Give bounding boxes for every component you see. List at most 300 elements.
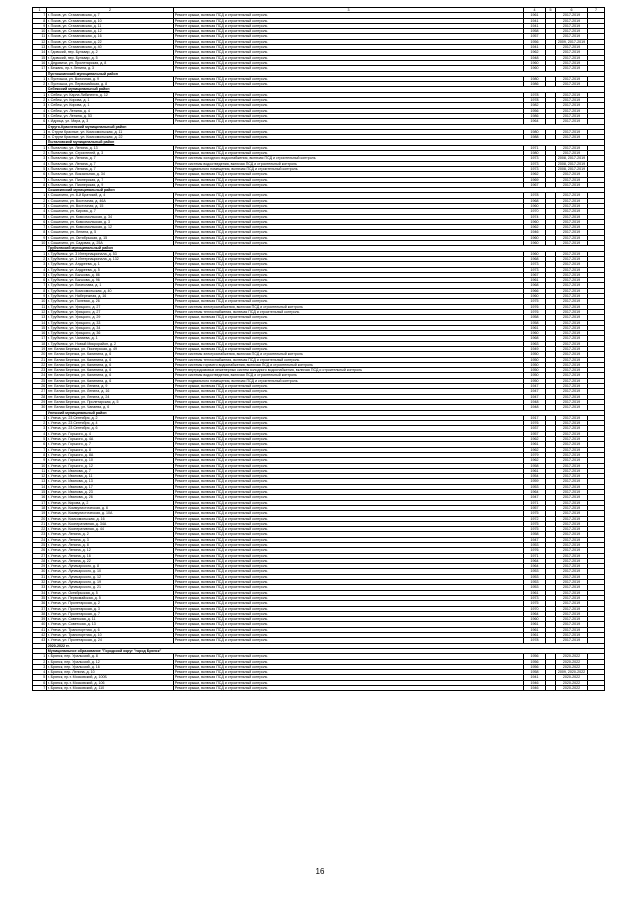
address-cell: г. Унеча, ул. Горького, д. 4А bbox=[47, 437, 174, 442]
row-number: 4 bbox=[33, 267, 47, 272]
work-type-cell: Ремонт крыши, включая ПСД и строительный контроль bbox=[174, 45, 524, 50]
row-number: 14 bbox=[33, 50, 47, 55]
repair-period-cell: 2017-2019 bbox=[556, 415, 588, 420]
address-cell: г. Брянск, пр-т. Московский, д. 110 bbox=[47, 686, 174, 691]
year-built-cell: 1953 bbox=[524, 574, 546, 579]
repair-period-cell: 2017-2019 bbox=[556, 66, 588, 71]
repair-period-cell: 2017-2019 bbox=[556, 516, 588, 521]
repair-period-cell: 2017-2019 bbox=[556, 309, 588, 314]
repair-period-cell: 2017-2019 bbox=[556, 18, 588, 23]
row-number: 36 bbox=[33, 601, 47, 606]
row-number: 26 bbox=[33, 384, 47, 389]
work-type-cell: Ремонт крыши, включая ПСД и строительный контроль bbox=[174, 151, 524, 156]
address-cell: г. Унеча, ул. Луначарского, д. 8 bbox=[47, 564, 174, 569]
repair-period-cell: 2017-2019 bbox=[556, 595, 588, 600]
year-built-cell: 1958 bbox=[524, 320, 546, 325]
address-cell: г. Унеча, ул. Ленина, д. 8 bbox=[47, 542, 174, 547]
repair-period-cell: 2017-2019 bbox=[556, 119, 588, 124]
repair-period-cell: 2017-2019 bbox=[556, 341, 588, 346]
repair-period-cell: 2017-2019 bbox=[556, 389, 588, 394]
work-type-cell: Ремонт крыши, включая ПСД и строительный контроль bbox=[174, 664, 524, 669]
address-cell: г. Унеча, ул. Кирова, д. 2 bbox=[47, 500, 174, 505]
year-built-cell: 1960 bbox=[524, 235, 546, 240]
year-built-cell: 1968 bbox=[524, 283, 546, 288]
address-cell: г. Трубчевск, ул. Комсомольская, д. 40 bbox=[47, 288, 174, 293]
row-number: 40 bbox=[33, 622, 47, 627]
repair-period-cell: 2017-2019 bbox=[556, 331, 588, 336]
row-number: 34 bbox=[33, 590, 47, 595]
address-cell: г. Брянск, пер. Уральский, д. 8 bbox=[47, 654, 174, 659]
repair-period-cell: 2009, 2020-2022 bbox=[556, 670, 588, 675]
repair-period-cell: 2017-2019 bbox=[556, 262, 588, 267]
section-title: Струго-Красненский муниципальный район bbox=[47, 124, 605, 129]
row-number: 22 bbox=[33, 362, 47, 367]
repair-period-cell: 2017-2019 bbox=[556, 431, 588, 436]
address-cell: г. Брянск, пер. Ленина, д. 10 bbox=[47, 670, 174, 675]
year-built-cell: 1953 bbox=[524, 569, 546, 574]
repair-period-cell: 2017-2019 bbox=[556, 458, 588, 463]
work-type-cell: Ремонт крыши, включая ПСД и строительный контроль bbox=[174, 627, 524, 632]
year-built-cell: 1961 bbox=[524, 468, 546, 473]
work-type-cell: Ремонт крыши, включая ПСД и строительный контроль bbox=[174, 590, 524, 595]
row-number: 8 bbox=[33, 182, 47, 187]
repair-period-cell: 2017-2019 bbox=[556, 373, 588, 378]
repair-period-cell: 2017-2019 bbox=[556, 82, 588, 87]
row-number: 37 bbox=[33, 606, 47, 611]
year-built-cell: 1941 bbox=[524, 675, 546, 680]
repair-period-cell: 2017-2019 bbox=[556, 421, 588, 426]
row-number: 20 bbox=[33, 352, 47, 357]
repair-period-cell: 2017-2019 bbox=[556, 45, 588, 50]
repair-period-cell: 2017-2019 bbox=[556, 267, 588, 272]
repair-period-cell: 2017-2019 bbox=[556, 405, 588, 410]
year-built-cell: 1964 bbox=[524, 611, 546, 616]
address-cell: г. Трубчевск, ул. Бычкова, д. 86 bbox=[47, 272, 174, 277]
address-cell: пгт. Белая Березка, ул. Калинина, д. 6 bbox=[47, 357, 174, 362]
row-number: 8 bbox=[33, 230, 47, 235]
repair-period-cell: 2017-2019 bbox=[556, 304, 588, 309]
table-body bbox=[33, 8, 605, 691]
repair-period-cell: 2017-2019 bbox=[556, 601, 588, 606]
repair-period-cell: 2017-2019 bbox=[556, 92, 588, 97]
row-number: 4 bbox=[33, 431, 47, 436]
address-cell: г. Пустошка, ул. Первомайская, д. 8 bbox=[47, 82, 174, 87]
row-number: 6 bbox=[33, 442, 47, 447]
repair-period-cell: 2017-2019 bbox=[556, 553, 588, 558]
address-cell: г. Трубчевск, ул. Урицкого, д. 34 bbox=[47, 325, 174, 330]
year-built-cell: 1978 bbox=[524, 193, 546, 198]
address-cell: г. Унеча, ул. Комсомольская, д. 16 bbox=[47, 516, 174, 521]
address-cell: пгт. Белая Березка, ул. Калинина, д. 6 bbox=[47, 378, 174, 383]
work-type-cell: Ремонт крыши, включая ПСД и строительный контроль bbox=[174, 458, 524, 463]
year-built-cell: 1960 bbox=[524, 331, 546, 336]
row-number: 16 bbox=[33, 495, 47, 500]
repair-period-cell: 2017-2019 bbox=[556, 320, 588, 325]
year-built-cell: 1957 bbox=[524, 505, 546, 510]
work-type-cell: Ремонт крыши, включая ПСД и строительный контроль bbox=[174, 278, 524, 283]
address-cell: пгт. Белая Березка, ул. Калинина, д. 6 bbox=[47, 373, 174, 378]
repair-period-cell: 2017-2019 bbox=[556, 378, 588, 383]
address-cell: г. Трубчевск, ул. Урицкого, д. 33 bbox=[47, 320, 174, 325]
row-number: 11 bbox=[33, 468, 47, 473]
work-type-cell: Ремонт крыши, включая ПСД и строительный контроль bbox=[174, 182, 524, 187]
row-number: 5 bbox=[33, 166, 47, 171]
repair-period-cell: 2017-2019 bbox=[556, 368, 588, 373]
repair-period-cell: 2017-2019 bbox=[556, 113, 588, 118]
row-number: 21 bbox=[33, 521, 47, 526]
year-built-cell: 1976 bbox=[524, 548, 546, 553]
section-title: Пыталовский муниципальный район bbox=[47, 140, 605, 145]
work-type-cell: Ремонт крыши, включая ПСД и строительный контроль bbox=[174, 659, 524, 664]
address-cell: г. Трубчевск, ул. Урицкого, д. 36 bbox=[47, 331, 174, 336]
row-number: 28 bbox=[33, 558, 47, 563]
work-type-cell: Ремонт крыши, включая ПСД и строительный контроль bbox=[174, 50, 524, 55]
row-number: 35 bbox=[33, 595, 47, 600]
address-cell: г. Пыталово, ул. Ленина, д. 7 bbox=[47, 161, 174, 166]
work-type-cell: Ремонт крыши, включая ПСД и строительный контроль bbox=[174, 198, 524, 203]
repair-period-cell: 2017-2019 bbox=[556, 574, 588, 579]
row-number: 7 bbox=[33, 447, 47, 452]
work-type-cell: Ремонт крыши, включая ПСД и строительный контроль bbox=[174, 431, 524, 436]
year-built-cell: 1971 bbox=[524, 553, 546, 558]
row-number: 20 bbox=[33, 516, 47, 521]
column-header: 1 bbox=[33, 8, 47, 13]
address-cell: г. Псков, ул. Стахановская, д. 16 bbox=[47, 34, 174, 39]
row-number: 41 bbox=[33, 627, 47, 632]
year-built-cell: 1979 bbox=[524, 452, 546, 457]
work-type-cell: Ремонт крыши, включая ПСД и строительный контроль bbox=[174, 463, 524, 468]
year-built-cell: 1964 bbox=[524, 490, 546, 495]
work-type-cell: Ремонт крыши, включая ПСД и строительный контроль bbox=[174, 82, 524, 87]
address-cell: г. Пыталово, ул. Вокзальная, д. 34 bbox=[47, 172, 174, 177]
row-number: 4 bbox=[33, 670, 47, 675]
work-type-cell: Ремонт крыши, включая ПСД и строительный контроль bbox=[174, 564, 524, 569]
repair-period-cell: 2017-2019 bbox=[556, 283, 588, 288]
address-cell: пгт. Белая Березка, ул. Ленина, д. 16 bbox=[47, 389, 174, 394]
row-number: 9 bbox=[33, 458, 47, 463]
address-cell: г. Трубчевск, ул. Урицкого, д. 27 bbox=[47, 304, 174, 309]
address-cell: г. Бежань, пр-т. Ленина, д. 3 bbox=[47, 66, 174, 71]
year-built-cell: 1960 bbox=[524, 203, 546, 208]
row-number: 5 bbox=[33, 437, 47, 442]
row-number: 15 bbox=[33, 55, 47, 60]
repair-period-cell: 2020-2022 bbox=[556, 675, 588, 680]
repair-period-cell: 2017-2019 bbox=[556, 193, 588, 198]
address-cell: г. Унеча, ул. Иванова, д. 23 bbox=[47, 490, 174, 495]
section-title: Унечский муниципальный район bbox=[47, 410, 605, 415]
row-number: 11 bbox=[33, 34, 47, 39]
row-number: 2 bbox=[33, 151, 47, 156]
repair-period-cell: 2017-2019 bbox=[556, 527, 588, 532]
capital-repair-table bbox=[32, 7, 605, 691]
row-number: 19 bbox=[33, 511, 47, 516]
repair-period-cell: 2017-2019 bbox=[556, 437, 588, 442]
address-cell: г. Унеча, ул. Горького, д. 7 bbox=[47, 442, 174, 447]
year-built-cell: 1976 bbox=[524, 421, 546, 426]
work-type-cell: Ремонт крыши, включая ПСД и строительный контроль bbox=[174, 60, 524, 65]
work-type-cell: Ремонт крыши, включая ПСД и строительный контроль bbox=[174, 585, 524, 590]
year-built-cell: 1980 bbox=[524, 151, 546, 156]
row-number: 10 bbox=[33, 299, 47, 304]
work-type-cell: Ремонт крыши, включая ПСД и строительный контроль bbox=[174, 680, 524, 685]
row-number: 17 bbox=[33, 66, 47, 71]
work-type-cell: Ремонт крыши, включая ПСД и строительный контроль bbox=[174, 574, 524, 579]
year-built-cell: 1963 bbox=[524, 341, 546, 346]
repair-period-cell: 2017-2019 bbox=[556, 241, 588, 246]
address-cell: г. Унеча, ул. Ленина, д. 16 bbox=[47, 553, 174, 558]
year-built-cell: 1941 bbox=[524, 45, 546, 50]
repair-period-cell: 2017-2019 bbox=[556, 182, 588, 187]
work-type-cell: Ремонт крыши, включая ПСД и строительный контроль bbox=[174, 394, 524, 399]
address-cell: г. Сошихино, ул. Комсомольская, д. 34 bbox=[47, 214, 174, 219]
address-cell: г. Сошихино, ул. 8-й Братский, д. 4 bbox=[47, 193, 174, 198]
repair-period-cell: 2017-2019 bbox=[556, 622, 588, 627]
work-type-cell: Ремонт крыши, включая ПСД и строительный контроль bbox=[174, 442, 524, 447]
year-built-cell: 1956 bbox=[524, 664, 546, 669]
work-type-cell: Ремонт крыши, включая ПСД и строительный контроль bbox=[174, 108, 524, 113]
address-cell: г. Брянск, пер. Уральский, д. 16 bbox=[47, 664, 174, 669]
address-cell: г. Унеча, ул. Горького, д. 8 bbox=[47, 447, 174, 452]
repair-period-cell: 2017-2019 bbox=[556, 145, 588, 150]
year-built-cell: 1961 bbox=[524, 590, 546, 595]
year-built-cell: 1980 bbox=[524, 76, 546, 81]
repair-period-cell: 2017-2019 bbox=[556, 225, 588, 230]
work-type-cell: Ремонт крыши, включая ПСД и строительный контроль bbox=[174, 452, 524, 457]
work-type-cell: Ремонт крыши, включая ПСД и строительный контроль bbox=[174, 283, 524, 288]
row-number: 12 bbox=[33, 39, 47, 44]
year-built-cell: 1975 bbox=[524, 299, 546, 304]
repair-period-cell: 2017-2019 bbox=[556, 426, 588, 431]
repair-period-cell: 2020-2022 bbox=[556, 680, 588, 685]
row-number: 30 bbox=[33, 569, 47, 574]
row-number: 10 bbox=[33, 29, 47, 34]
address-cell: г. Трубчевск, ул. 3 Интернационала, д. 53 bbox=[47, 251, 174, 256]
work-type-cell: Ремонт крыши, включая ПСД и строительный контроль bbox=[174, 119, 524, 124]
row-number: 1 bbox=[33, 654, 47, 659]
year-built-cell: 1976 bbox=[524, 304, 546, 309]
row-number: 14 bbox=[33, 484, 47, 489]
repair-period-cell: 2017-2019 bbox=[556, 468, 588, 473]
address-cell: г. Пыталово, ул. Пионерская, д. 7 bbox=[47, 177, 174, 182]
section-title: Пустошкинский муниципальный район bbox=[47, 71, 605, 76]
repair-period-cell: 2017-2019 bbox=[556, 564, 588, 569]
row-number: 5 bbox=[33, 675, 47, 680]
row-number: 33 bbox=[33, 585, 47, 590]
address-cell: г. Псков, ул. Стахановская, д. 22 bbox=[47, 39, 174, 44]
work-type-cell: Ремонт крыши, включая ПСД и строительный контроль bbox=[174, 415, 524, 420]
row-number: 7 bbox=[33, 225, 47, 230]
address-cell: г. Себеж, ул. Карла Либкнехта, д. 12 bbox=[47, 92, 174, 97]
year-built-cell: 1954 bbox=[524, 474, 546, 479]
year-built-cell: 1961 bbox=[524, 633, 546, 638]
repair-period-cell: 2017-2019 bbox=[556, 60, 588, 65]
year-built-cell: 1978 bbox=[524, 638, 546, 643]
repair-period-cell: 2017-2019 bbox=[556, 198, 588, 203]
row-number: 7 bbox=[33, 177, 47, 182]
address-cell: пгт. Белая Березка, ул. Калинина, д. 6 bbox=[47, 368, 174, 373]
repair-period-cell: 2017-2019 bbox=[556, 172, 588, 177]
repair-period-cell: 2017-2019 bbox=[556, 214, 588, 219]
address-cell: г. Псков, ул. Стахановская, д. 40 bbox=[47, 45, 174, 50]
section-title: Сошихинский муниципальный район bbox=[47, 188, 605, 193]
repair-period-cell: 2008, 2017-2019 bbox=[556, 161, 588, 166]
address-cell: г. Гдовский, пер. Бульвар, д. 5 bbox=[47, 55, 174, 60]
row-number: 8 bbox=[33, 18, 47, 23]
row-number: 13 bbox=[33, 45, 47, 50]
row-number: 16 bbox=[33, 60, 47, 65]
year-built-cell: 1975 bbox=[524, 527, 546, 532]
year-built-cell: 1966 bbox=[524, 288, 546, 293]
address-cell: г. Унеча, ул. Луначарского, д. 19 bbox=[47, 580, 174, 585]
year-built-cell: 1958 bbox=[524, 532, 546, 537]
address-cell: г. Сошихино, ул. Кирова, д. 7 bbox=[47, 209, 174, 214]
address-cell: г. Унеча, ул. Советская, д. 11 bbox=[47, 617, 174, 622]
repair-period-cell: 2017-2019 bbox=[556, 542, 588, 547]
row-number: 16 bbox=[33, 331, 47, 336]
address-cell: г. Трубчевск, ул. 3 Интернационала, д. 132 bbox=[47, 256, 174, 261]
work-type-cell: Ремонт крыши, включая ПСД и строительный контроль bbox=[174, 511, 524, 516]
work-type-cell: Ремонт крыши, включая ПСД и строительный контроль bbox=[174, 341, 524, 346]
work-type-cell: Ремонт крыши, включая ПСД и строительный контроль bbox=[174, 193, 524, 198]
row-number: 30 bbox=[33, 405, 47, 410]
work-type-cell: Ремонт крыши, включая ПСД и строительный контроль bbox=[174, 437, 524, 442]
address-cell: г. Псков, ул. Стахановская, д. 10 bbox=[47, 18, 174, 23]
year-built-cell: 1961 bbox=[524, 278, 546, 283]
row-number: 7 bbox=[33, 13, 47, 18]
repair-period-cell: 2017-2019 bbox=[556, 537, 588, 542]
row-number: 31 bbox=[33, 574, 47, 579]
document-table-container bbox=[32, 7, 604, 691]
year-built-cell: 1962 bbox=[524, 172, 546, 177]
address-cell: г. Унеча, ул. Горького, д. 4 bbox=[47, 431, 174, 436]
work-type-cell: Ремонт крыши, включая ПСД и строительный контроль bbox=[174, 113, 524, 118]
row-number: 3 bbox=[33, 203, 47, 208]
work-type-cell: Ремонт крыши, включая ПСД и строительный контроль bbox=[174, 145, 524, 150]
work-type-cell: Ремонт крыши, включая ПСД и строительный контроль bbox=[174, 177, 524, 182]
year-built-cell: 1953 bbox=[524, 484, 546, 489]
repair-period-cell: 2017-2019 bbox=[556, 511, 588, 516]
row-number: 39 bbox=[33, 617, 47, 622]
repair-period-cell: 2017-2019 bbox=[556, 347, 588, 352]
year-built-cell: 1953 bbox=[524, 542, 546, 547]
address-cell: г. Брянск, пер. Уральский, д. 12 bbox=[47, 659, 174, 664]
row-number: 5 bbox=[33, 214, 47, 219]
address-cell: пгт. Белая Березка, ул. Калинина, д. 6 bbox=[47, 362, 174, 367]
work-type-cell: Ремонт крыши, включая ПСД и строительный контроль bbox=[174, 474, 524, 479]
work-type-cell: Ремонт крыши, включая ПСД и строительный контроль bbox=[174, 225, 524, 230]
work-type-cell: Ремонт подвального помещения, включая ПСД и строительный контроль bbox=[174, 378, 524, 383]
year-built-cell: 1949 bbox=[524, 347, 546, 352]
work-type-cell: Ремонт крыши, включая ПСД и строительный контроль bbox=[174, 336, 524, 341]
year-built-cell: 1973 bbox=[524, 166, 546, 171]
address-cell: пгт. Белая Березка, ул. Калинина, д. 6 bbox=[47, 352, 174, 357]
row-number: 8 bbox=[33, 452, 47, 457]
row-number: 21 bbox=[33, 357, 47, 362]
work-type-cell: Ремонт крыши, включая ПСД и строительный контроль bbox=[174, 500, 524, 505]
repair-period-cell: 2017-2019 bbox=[556, 294, 588, 299]
year-built-cell: 1974 bbox=[524, 214, 546, 219]
year-built-cell: 1946 bbox=[524, 230, 546, 235]
row-number: 18 bbox=[33, 505, 47, 510]
row-number: 19 bbox=[33, 347, 47, 352]
address-cell: г. Псков, ул. Стахановская, д. 11 bbox=[47, 23, 174, 28]
repair-period-cell: 2020-2022 bbox=[556, 686, 588, 691]
row-number: 24 bbox=[33, 373, 47, 378]
year-built-cell: 1958 bbox=[524, 315, 546, 320]
row-number: 1 bbox=[33, 251, 47, 256]
work-type-cell: Ремонт крыши, включая ПСД и строительный контроль bbox=[174, 601, 524, 606]
row-number: 12 bbox=[33, 474, 47, 479]
repair-period-cell: 2017-2019 bbox=[556, 484, 588, 489]
address-cell: г. Унеча, ул. Октябрьская, д. 5 bbox=[47, 590, 174, 595]
work-type-cell: Ремонт крыши, включая ПСД и строительный контроль bbox=[174, 421, 524, 426]
section-title: Муниципальное образование "Городской округ "город Брянск" bbox=[47, 648, 605, 653]
row-number: 1 bbox=[33, 145, 47, 150]
work-type-cell: Ремонт крыши, включая ПСД и строительный контроль bbox=[174, 294, 524, 299]
address-cell: г. Пыталово, ул. Пионерская, д. 9 bbox=[47, 182, 174, 187]
repair-period-cell: 2017-2019 bbox=[556, 384, 588, 389]
row-number: 6 bbox=[33, 278, 47, 283]
row-number: 2 bbox=[33, 135, 47, 140]
row-number: 26 bbox=[33, 548, 47, 553]
work-type-cell: Ремонт крыши, включая ПСД и строительный контроль bbox=[174, 633, 524, 638]
address-cell: г. Унеча, ул. Горького, д. 8А bbox=[47, 452, 174, 457]
address-cell: г. Унеча, ул. Транспортная, д. 6 bbox=[47, 627, 174, 632]
address-cell: г. Унеча, ул. Пролетарская, д. 3 bbox=[47, 606, 174, 611]
row-number: 4 bbox=[33, 161, 47, 166]
repair-period-cell: 2017-2019 bbox=[556, 558, 588, 563]
year-built-cell: 1968 bbox=[524, 256, 546, 261]
row-number: 27 bbox=[33, 389, 47, 394]
work-type-cell: Ремонт внутридомовых инженерных систем холодного водоснабжения, включая ПСД и строительный контроль bbox=[174, 368, 524, 373]
address-cell: г. Идрица, ул. Мира, д. 3 bbox=[47, 119, 174, 124]
work-type-cell: Ремонт крыши, включая ПСД и строительный контроль bbox=[174, 580, 524, 585]
repair-period-cell: 2017-2019 bbox=[556, 251, 588, 256]
column-header: 7 bbox=[588, 8, 605, 13]
row-number: 6 bbox=[33, 172, 47, 177]
work-type-cell: Ремонт крыши, включая ПСД и строительный контроль bbox=[174, 55, 524, 60]
address-cell: г. Сошихино, ул. Октябрьская, д. 15 bbox=[47, 235, 174, 240]
year-built-cell: 1947 bbox=[524, 389, 546, 394]
column-header: 6 bbox=[556, 8, 588, 13]
repair-period-cell: 2017-2019 bbox=[556, 29, 588, 34]
work-type-cell: Ремонт крыши, включая ПСД и строительный контроль bbox=[174, 66, 524, 71]
repair-period-cell: 2017-2019 bbox=[556, 532, 588, 537]
repair-period-cell: 2017-2019 bbox=[556, 521, 588, 526]
work-type-cell: Ремонт крыши, включая ПСД и строительный контроль bbox=[174, 331, 524, 336]
row-number: 6 bbox=[33, 680, 47, 685]
address-cell: пгт. Белая Березка, ул. Ленина, д. 9 bbox=[47, 384, 174, 389]
column-header: 2 bbox=[47, 8, 174, 13]
repair-period-cell: 2020-2022 bbox=[556, 664, 588, 669]
address-cell: г. Унеча, ул. Иванова, д. 7 bbox=[47, 468, 174, 473]
year-built-cell: 1956 bbox=[524, 659, 546, 664]
repair-period-cell: 2017-2019 bbox=[556, 177, 588, 182]
spacer-cell bbox=[546, 686, 556, 691]
row-number: 25 bbox=[33, 542, 47, 547]
row-number: 6 bbox=[33, 219, 47, 224]
address-cell: г. Унеча, ул. Пролетарская, д. 7 bbox=[47, 611, 174, 616]
row-number: 25 bbox=[33, 378, 47, 383]
year-built-cell: 1973 bbox=[524, 262, 546, 267]
year-built-cell: 1946 bbox=[524, 686, 546, 691]
page-number: 16 bbox=[315, 867, 325, 876]
row-number: 6 bbox=[33, 119, 47, 124]
work-type-cell: Ремонт крыши, включая ПСД и строительный контроль bbox=[174, 670, 524, 675]
row-number: 1 bbox=[33, 92, 47, 97]
repair-period-cell: 2020-2022 bbox=[556, 654, 588, 659]
repair-period-cell: 2017-2019 bbox=[556, 479, 588, 484]
